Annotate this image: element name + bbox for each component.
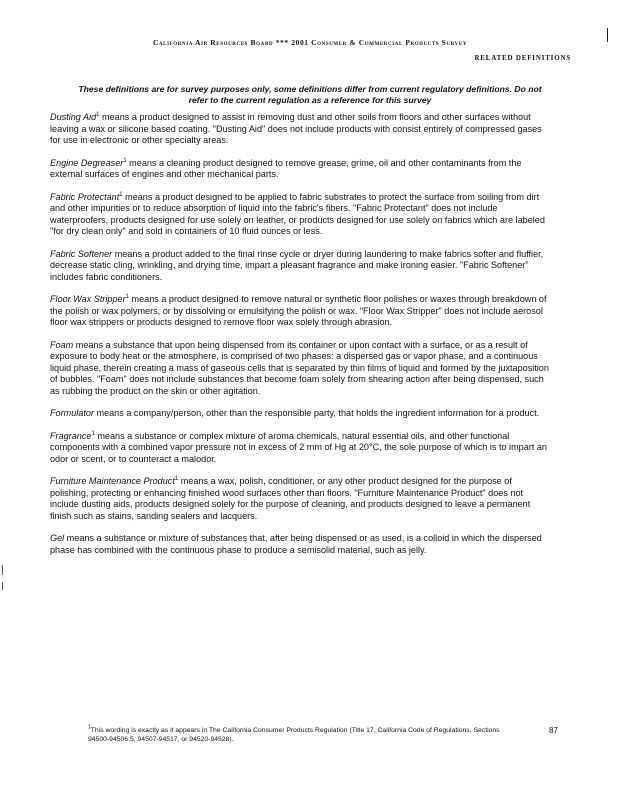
definition-text: means a substance or complex mixture of aroma chemicals, natural essential oils, and other functional components with a combined vapor pressure not in excess of 2 mm of Hg at 20°C, the sole purpose of which is to impart an odor or scent, or to counteract a malodor. [50,430,547,464]
definition-text: means a product designed to assist in removing dust and other soils from floors and other surfaces without leaving a wax or silicone based coating. "Dusting Aid" does not include products with consist entirely of compressed gases for use in electronic or other specialty areas. [50,112,542,145]
definition [50,294,550,329]
footnote-ref: 1 [119,191,123,198]
footnote-ref: 1 [96,111,100,118]
definition-term: Gel [50,533,65,543]
definition-text: means a substance that upon being dispensed from its container or upon contact with a surface, or as a result of exposure to body heat or the atmosphere, is comprised of two phases: a dispersed gas or vapor phase, and a continuous liquid phase, therein creating a mass of gaseous cells that is separated by thin films of liquid and formed by the juxtaposition of bubbles. "Foam" does not include substances that become foam solely from shearing action after being dispensed, such as rubbing the product on the skin or other agitation. [50,339,549,396]
definitions-list [50,112,550,567]
page-number: 87 [549,726,558,735]
section-title: RELATED DEFINITIONS [474,54,571,62]
definition [50,340,550,398]
definition-text: means a product designed to remove natural or synthetic floor polishes or waxes through breakdown of the polish or wax polymers, or by dissolving or emulsifying the polish or wax. "Floor Wax Stripper" does not include aerosol floor wax strippers or products designed to remove floor wax solely through abrasion. [50,294,547,327]
definition [50,192,550,238]
intro-note: These definitions are for survey purposes only, some definitions differ from current regulatory definitions. Do not refer to the current regulation as a reference for this survey [78,84,542,105]
definition-term: Formulator [50,408,94,418]
footnote-ref: 1 [123,157,127,164]
definition [50,112,550,147]
definition [50,476,550,522]
footnote-ref: 1 [174,475,179,482]
footnote-ref: 1 [125,293,129,300]
definition-text: means a product designed to be applied to fabric substrates to protect the surface from soiling from dirt and other impurities or to reduce absorption of liquid into the fabric's fibers. "Fabric Protectant" does not include waterproofers, products designed for use solely on leather, or products designed for use solely on fabrics which are labeled "for dry clean only" and sold in containers of 10 fluid ounces or less. [50,191,545,236]
footnote-ref: 1 [91,430,95,437]
definition-term: Foam [50,339,74,350]
definition-text: means a wax, polish, conditioner, or any other product designed for the purpose of polishing, protecting or enhancing finished wood surfaces other than floors. "Furniture Maintenance Product" does not include dusting aids, products designed solely for the purpose of cleaning, and products designed to leave a permanent finish such as stains, sanding sealers and lacquers. [50,476,531,521]
definition [50,249,550,284]
footnote-marker: 1 [88,724,91,731]
definition-text: means a substance or mixture of substances that, after being dispensed or as used, is a colloid in which the dispersed phase has combined with the continuous phase to produce a semisolid material, such as jelly. [50,533,542,555]
definition-text: means a cleaning product designed to remove grease, grime, oil and other contaminants from the external surfaces of engines and other mechanical parts. [50,157,522,179]
definition-term: Dusting Aid [50,112,97,122]
definition-term: Fabric Protectant [50,191,120,202]
definition-term: Fabric Softener [50,248,113,259]
definition-text: means a product added to the final rinse cycle or dryer during laundering to make fabrics softer and fluffier, decrease static cling, wrinkling, and drying time, impart a pleasant fragrance and make ironing easier. "Fabric Softener" includes fabric conditioners. [50,248,544,282]
definition [50,158,550,181]
footnote-text: This wording is exactly as it appears in The California Consumer Products Regulation (Title 17, California Code of Regulations, Sections 94500-94506.5, 94507-94517, or 94520-94528). [88,727,500,743]
scan-mark [2,582,3,590]
definition-term: Furniture Maintenance Product [50,476,175,486]
definition [50,408,550,420]
margin-mark [607,28,608,42]
definition [50,431,550,466]
definition [50,533,550,556]
definition-term: Floor Wax Stripper [50,294,126,304]
definition-text: means a company/person, other than the responsible party, that holds the ingredient information for a product. [93,408,540,418]
definition-term: Fragrance [50,430,92,441]
page-header: California Air Resources Board *** 2001 Consumer & Commercial Products Survey [152,38,468,47]
footnote [88,726,508,744]
scan-mark [2,565,3,575]
definition-term: Engine Degreaser [50,157,124,168]
